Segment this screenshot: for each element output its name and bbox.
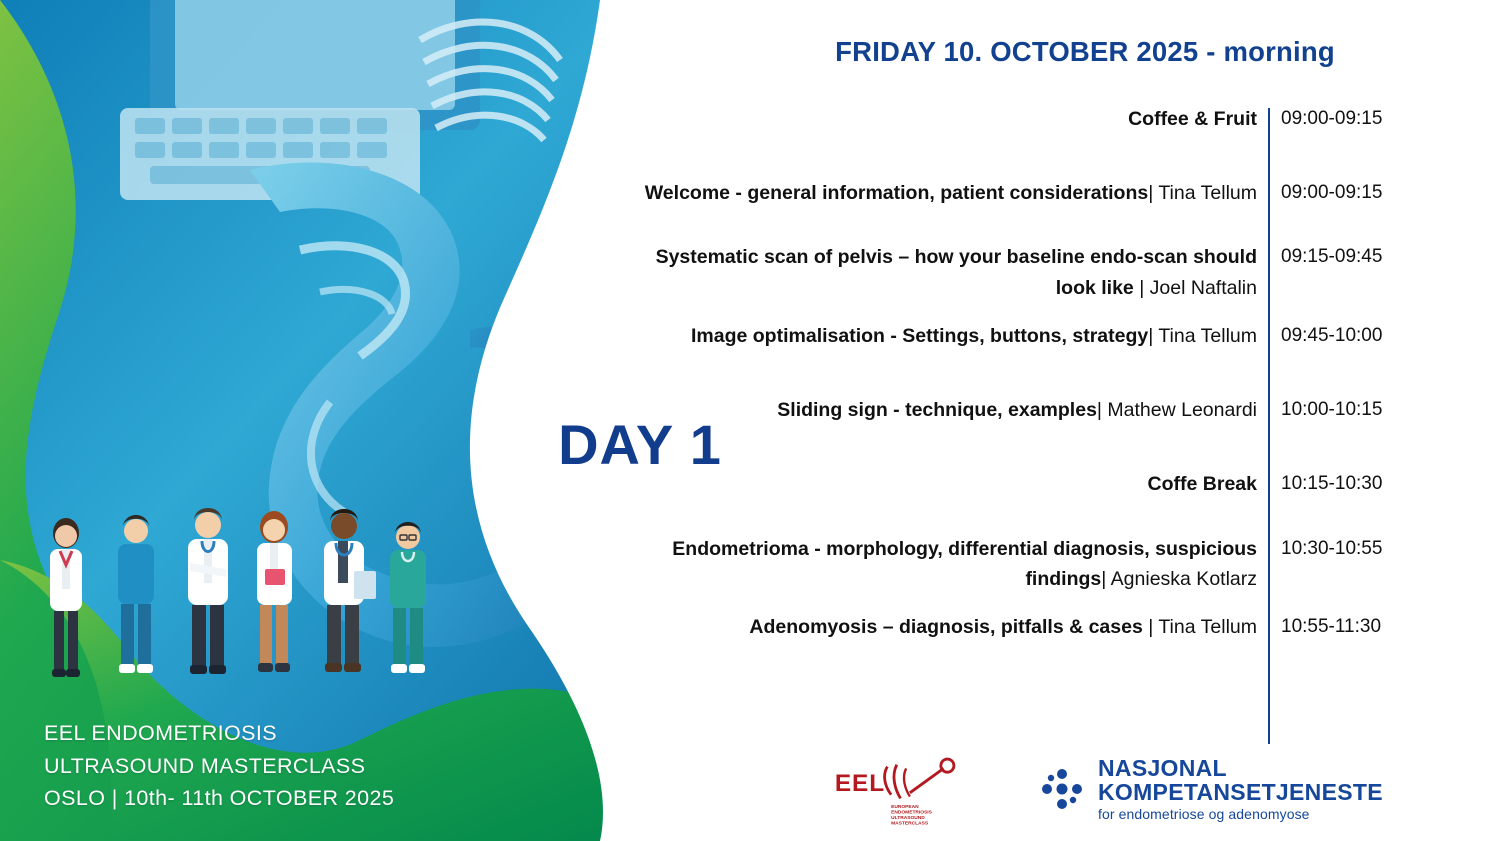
table-row bbox=[628, 534, 1468, 594]
table-row bbox=[628, 104, 1468, 134]
program-item-presenter: | Agnieska Kotlarz bbox=[1101, 567, 1257, 590]
program-item-title: Sliding sign - technique, examples bbox=[777, 399, 1097, 422]
row-spacer bbox=[628, 208, 1468, 242]
row-spacer bbox=[628, 303, 1468, 321]
session-title-main: FRIDAY 10. OCTOBER 2025 bbox=[835, 36, 1199, 67]
nasjonal-kompetansetjeneste-logo bbox=[1040, 754, 1500, 823]
eel-logo bbox=[833, 757, 973, 827]
program-item-time: 10:55-11:30 bbox=[1281, 615, 1382, 637]
nk-logo-text bbox=[1098, 756, 1500, 822]
dots-cross-icon bbox=[1040, 767, 1084, 811]
caption-line-2: ULTRASOUND MASTERCLASS bbox=[44, 753, 366, 778]
program-item-presenter: | Tina Tellum bbox=[1148, 324, 1257, 347]
program-item-label bbox=[628, 242, 1268, 302]
day-label-text: DAY 1 bbox=[558, 413, 722, 476]
program-item-time: 10:00-10:15 bbox=[1281, 399, 1383, 421]
svg-text:ENDOMETRIOSIS: ENDOMETRIOSIS bbox=[891, 810, 932, 816]
table-row bbox=[628, 321, 1468, 351]
program-item-time: 09:15-09:45 bbox=[1281, 246, 1383, 268]
program-item-label bbox=[628, 178, 1268, 208]
program-item-title: Image optimalisation - Settings, buttons, strategy bbox=[691, 324, 1149, 347]
program-table bbox=[628, 104, 1468, 642]
eel-logo-svg bbox=[833, 757, 983, 827]
program-item-presenter: | Tina Tellum bbox=[1148, 182, 1257, 205]
caption-line-3: OSLO | 10th- 11th OCTOBER 2025 bbox=[44, 786, 395, 811]
program-item-title: Adenomyosis – diagnosis, pitfalls & cases bbox=[749, 615, 1149, 638]
session-title bbox=[700, 36, 1470, 68]
program-item-title: Endometrioma - morphology, differential diagnosis, suspicious findings bbox=[672, 537, 1257, 590]
row-spacer bbox=[628, 134, 1468, 178]
caption-line-1: EEL ENDOMETRIOSIS bbox=[44, 720, 277, 745]
program-item-presenter: | Joel Naftalin bbox=[1133, 276, 1257, 299]
program-item-title: Welcome - general information, patient considerations bbox=[644, 182, 1149, 205]
program-item-title: Systematic scan of pelvis – how your baseline endo-scan should look like bbox=[655, 246, 1257, 299]
table-row bbox=[628, 612, 1468, 642]
program-item-time: 09:00-09:15 bbox=[1281, 108, 1383, 129]
program-item-time: 09:00-09:15 bbox=[1281, 182, 1383, 204]
nk-subtitle: for endometriose og adenomyose bbox=[1098, 806, 1310, 823]
program-item-time: 10:15-10:30 bbox=[1281, 473, 1383, 495]
event-caption bbox=[44, 717, 394, 815]
program-item-presenter: | Mathew Leonardi bbox=[1096, 399, 1257, 422]
row-spacer bbox=[628, 351, 1468, 395]
program-item-title: Coffe Break bbox=[1147, 473, 1257, 496]
svg-text:MASTERCLASS: MASTERCLASS bbox=[891, 821, 929, 827]
program-item-label bbox=[628, 104, 1268, 134]
program-item-label bbox=[628, 612, 1268, 642]
table-row bbox=[628, 178, 1468, 208]
session-title-sub: - morning bbox=[1198, 36, 1335, 67]
program-item-presenter: | Tina Tellum bbox=[1148, 615, 1257, 638]
day-label bbox=[490, 412, 790, 477]
svg-text:EEL: EEL bbox=[834, 769, 886, 797]
table-row bbox=[628, 242, 1468, 302]
row-spacer bbox=[628, 500, 1468, 534]
program-item-time: 09:45-10:00 bbox=[1281, 324, 1383, 346]
svg-text:EUROPEAN: EUROPEAN bbox=[891, 804, 919, 810]
row-spacer bbox=[628, 594, 1468, 612]
nk-title: NASJONAL KOMPETANSETJENESTE bbox=[1098, 754, 1383, 805]
program-item-time: 10:30-10:55 bbox=[1281, 537, 1383, 559]
program-panel bbox=[558, 0, 1500, 841]
program-divider bbox=[1268, 108, 1270, 744]
program-item-label bbox=[628, 321, 1268, 351]
program-item-title: Coffee & Fruit bbox=[1128, 108, 1257, 130]
doctors-illustration bbox=[30, 491, 460, 716]
program-item-label bbox=[628, 534, 1268, 594]
svg-text:ULTRASOUND: ULTRASOUND bbox=[891, 816, 925, 822]
